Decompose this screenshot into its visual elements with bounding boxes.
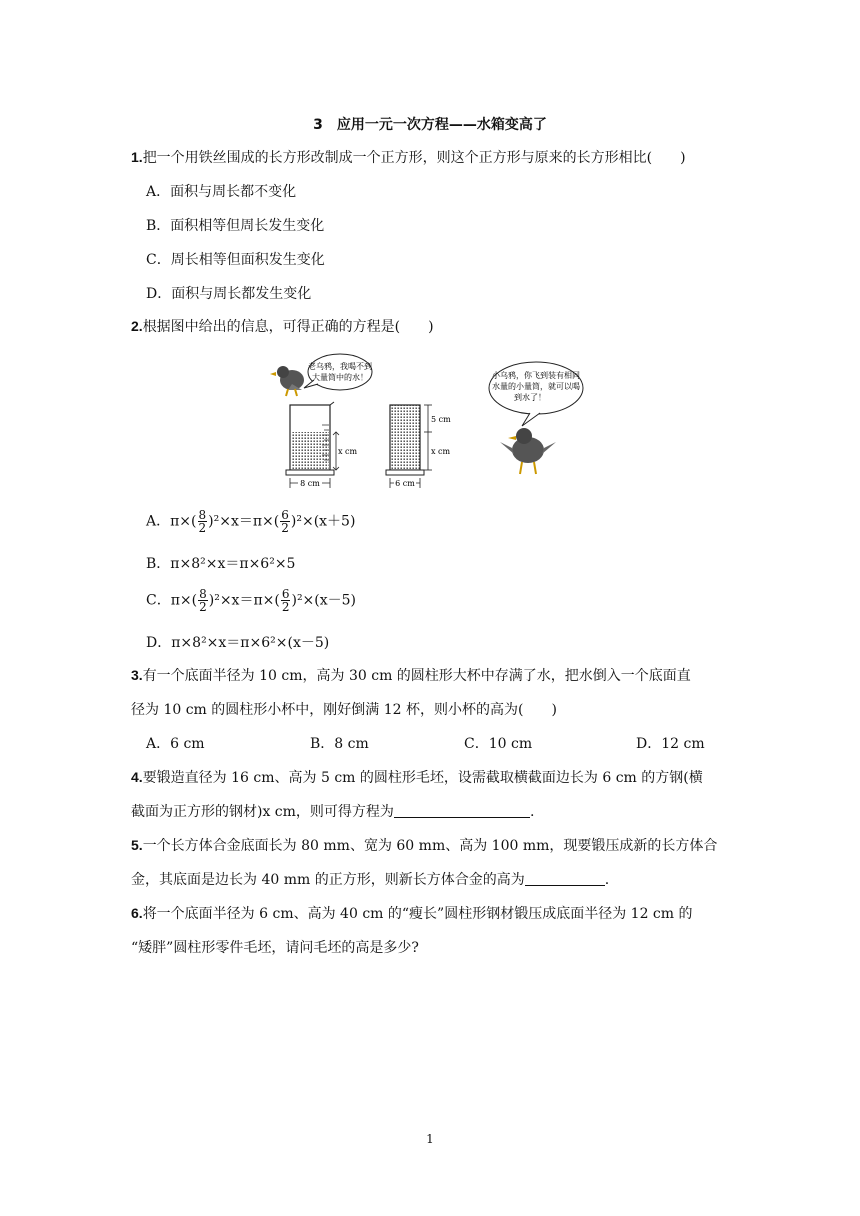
fraction-6-over-2: $\frac{6}{2}$ <box>281 508 289 535</box>
q1-option-c: C．周长相等但面积发生变化 <box>146 252 325 268</box>
q3-line-1: 3.有一个底面半径为 10 cm，高为 30 cm 的圆柱形大杯中存满了水，把水倒入一个底面直 <box>131 667 691 684</box>
label-8cm: 8 cm <box>300 479 320 488</box>
speech-bubble-right <box>489 362 583 426</box>
page-title: 3 应用一元一次方程——水箱变高了 <box>313 117 547 133</box>
label-5cm: 5 cm <box>431 415 451 424</box>
q2-option-b: B．π×8²×x＝π×6²×5 <box>146 556 296 572</box>
q3-option-c: C．10 cm <box>464 736 533 752</box>
q1-text: 把一个用铁丝围成的长方形改制成一个正方形，则这个正方形与原来的长方形相比( ) <box>142 150 686 166</box>
label-x-cm-left: x cm <box>338 447 358 456</box>
speech-bubble-left <box>304 354 372 390</box>
q3-option-b: B．8 cm <box>310 736 369 752</box>
q2-option-a: A．π×( $\frac{8}{2}$ )²×x＝π×( $\frac{6}{2}$ )²×(x＋5) <box>146 508 356 535</box>
q1-stem <box>131 147 686 167</box>
label-6cm: 6 cm <box>395 479 415 488</box>
q3-line-2: 径为 10 cm 的圆柱形小杯中，刚好倒满 12 杯，则小杯的高为( ) <box>131 702 557 718</box>
q3-number: 3. <box>131 667 143 683</box>
q1-number: 1. <box>131 149 143 165</box>
q3-option-a: A．6 cm <box>146 736 205 752</box>
q4-answer-blank[interactable] <box>394 803 530 818</box>
q4-line-2: 截面为正方形的钢材)x cm，则可得方程为 . <box>131 804 535 820</box>
label-x-cm-right: x cm <box>431 447 451 456</box>
fraction-8-over-2: $\frac{8}{2}$ <box>199 587 207 614</box>
bubble-left-line-2: 大量筒中的水！ <box>312 373 368 382</box>
q2-text: 根据图中给出的信息，可得正确的方程是( ) <box>142 319 434 335</box>
fraction-8-over-2: $\frac{8}{2}$ <box>198 508 207 535</box>
fraction-6-over-2: $\frac{6}{2}$ <box>281 587 290 614</box>
bubble-right-line-3: 到水了！ <box>514 393 546 402</box>
q5-number: 5. <box>131 837 143 853</box>
q5-answer-blank[interactable] <box>525 871 605 886</box>
q1-option-b: B．面积相等但周长发生变化 <box>146 218 325 234</box>
old-crow-illustration <box>270 366 304 396</box>
cylinder-crow-figure <box>268 350 598 490</box>
q6-number: 6. <box>131 905 143 921</box>
bubble-right-line-1: 小乌鸦，你飞到装有相同 <box>492 371 580 380</box>
q2-option-c: C．π×( $\frac{8}{2}$ )²×x＝π×( $\frac{6}{2}$ )²×(x－5) <box>146 587 357 614</box>
large-measuring-cylinder <box>286 402 358 488</box>
page-number: 1 <box>426 1132 434 1146</box>
q6-line-1: 6.将一个底面半径为 6 cm、高为 40 cm 的“瘦长”圆柱形钢材锻压成底面半径为 12 cm 的 <box>131 905 693 922</box>
bubble-right-line-2: 水量的小量筒，就可以喝 <box>492 382 580 391</box>
q1-option-d: D．面积与周长都发生变化 <box>146 286 312 302</box>
q6-line-2: “矮胖”圆柱形零件毛坯，请问毛坯的高是多少? <box>131 940 419 956</box>
q4-line-1: 4.要锻造直径为 16 cm、高为 5 cm 的圆柱形毛坯，设需截取横截面边长为 6 cm 的方钢(横 <box>131 769 703 786</box>
q2-number: 2. <box>131 318 143 334</box>
young-crow-illustration <box>500 428 556 474</box>
q2-stem <box>131 316 434 336</box>
q3-option-d: D．12 cm <box>636 736 705 752</box>
q5-line-2: 金，其底面是边长为 40 mm 的正方形，则新长方体合金的高为 . <box>131 872 610 888</box>
bubble-left-line-1: 老乌鸦，我喝不到 <box>308 362 372 371</box>
q2-option-d: D．π×8²×x＝π×6²×(x－5) <box>146 635 330 651</box>
q5-line-1: 5.一个长方体合金底面长为 80 mm、宽为 60 mm、高为 100 mm，现要锻压成新的长方体合 <box>131 837 718 854</box>
q4-number: 4. <box>131 769 143 785</box>
small-measuring-cylinder <box>386 405 451 488</box>
q1-option-a: A．面积与周长都不变化 <box>146 184 297 200</box>
